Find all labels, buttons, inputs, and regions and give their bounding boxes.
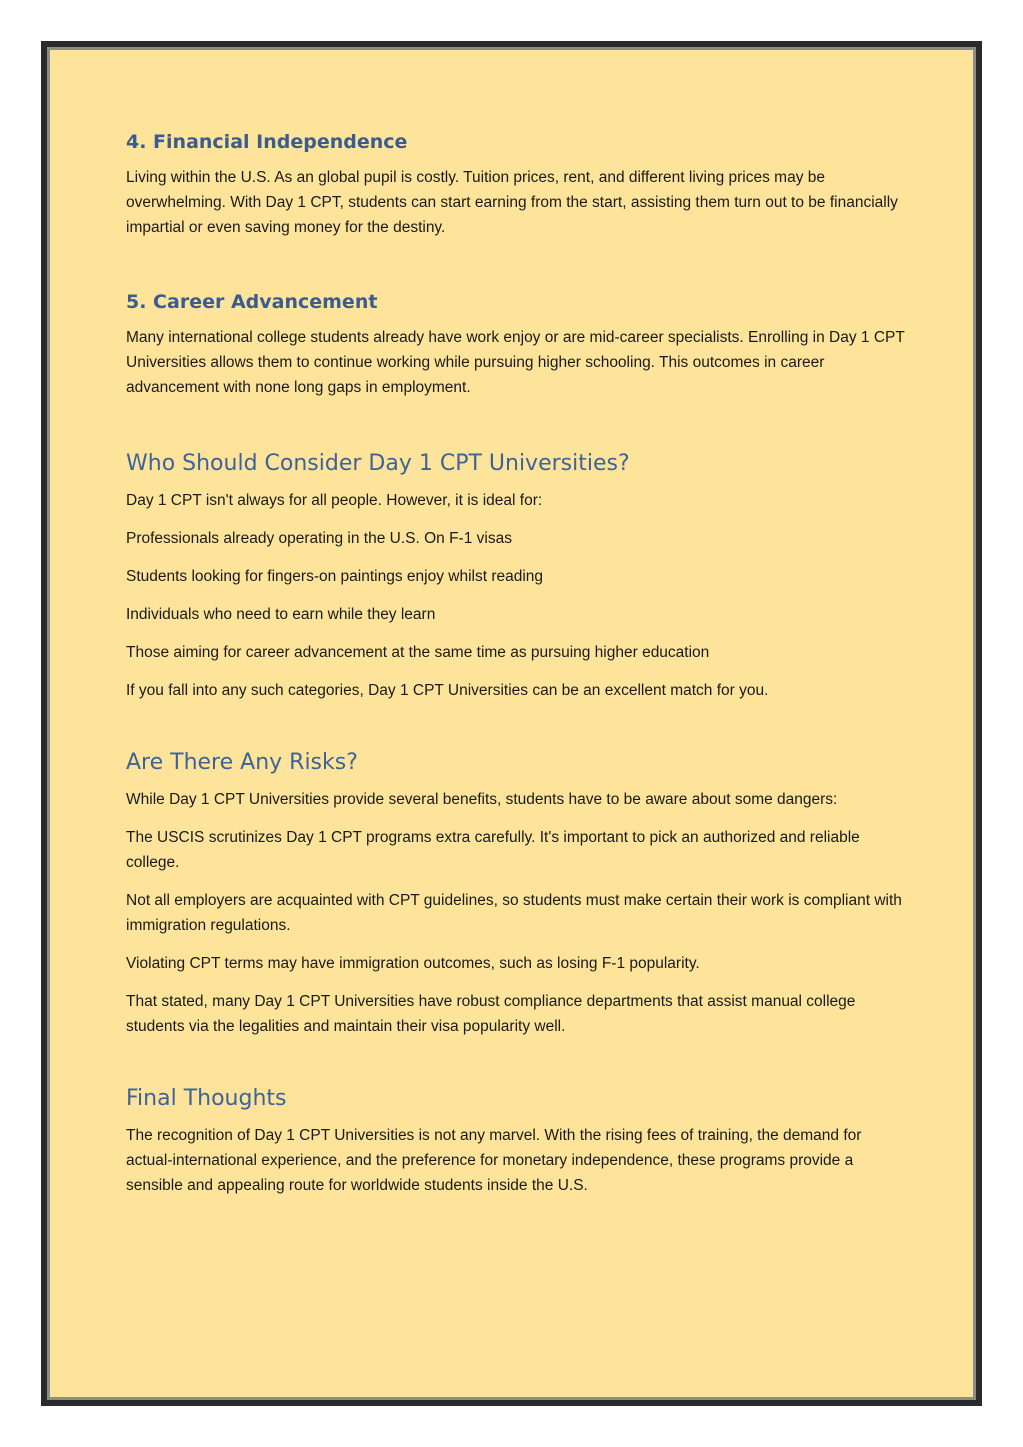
paragraph: The recognition of Day 1 CPT Universities is not any marvel. With the rising fees of training, the demand for actual-international experience, and the preference for monetary independence, these programs provide a sensible and appealing route for worldwide students inside the U.S. (126, 1127, 862, 1194)
section-risks (126, 747, 906, 1039)
list-item: The USCIS scrutinizes Day 1 CPT programs extra carefully. It's important to pick an authorized and reliable college. (126, 829, 860, 871)
section-career-advancement (126, 288, 906, 400)
paragraph: While Day 1 CPT Universities provide several benefits, students have to be aware about some dangers: (126, 791, 838, 808)
paragraph: Many international college students already have work enjoy or are mid-career specialists. Enrolling in Day 1 CPT Universities allows them to continue working while pursuing higher schooling. This outcomes in career advancement with none long gaps in employment. (126, 329, 905, 396)
list-item: Violating CPT terms may have immigration outcomes, such as losing F-1 popularity. (126, 955, 700, 972)
section-who-should-consider (126, 448, 906, 703)
list-item: Individuals who need to earn while they learn (126, 606, 436, 623)
paragraph: If you fall into any such categories, Day 1 CPT Universities can be an excellent match for you. (126, 682, 769, 699)
list-item: Professionals already operating in the U.S. On F-1 visas (126, 530, 512, 547)
section-heading: 4. Financial Independence (126, 131, 408, 153)
paragraph: Living within the U.S. As an global pupil is costly. Tuition prices, rent, and different living prices may be overwhelming. With Day 1 CPT, students can start earning from the start, assisting them turn out to be financially impartial or even saving money for the destiny. (126, 169, 898, 236)
paragraph: Day 1 CPT isn't always for all people. However, it is ideal for: (126, 492, 543, 509)
section-heading: Final Thoughts (126, 1086, 287, 1111)
list-item: Those aiming for career advancement at the same time as pursuing higher education (126, 644, 710, 661)
section-final-thoughts (126, 1083, 906, 1198)
list-item: Not all employers are acquainted with CPT guidelines, so students must make certain their work is compliant with immigration regulations. (126, 892, 902, 934)
document-content (126, 128, 906, 1242)
section-heading: 5. Career Advancement (126, 291, 378, 313)
paragraph: That stated, many Day 1 CPT Universities have robust compliance departments that assist manual college students via the legalities and maintain their visa popularity well. (126, 993, 856, 1035)
section-heading: Are There Any Risks? (126, 750, 358, 775)
section-heading: Who Should Consider Day 1 CPT Universities? (126, 451, 630, 476)
section-financial-independence (126, 128, 906, 240)
page-background (47, 47, 976, 1400)
page-frame (41, 41, 982, 1406)
list-item: Students looking for fingers-on paintings enjoy whilst reading (126, 568, 544, 585)
